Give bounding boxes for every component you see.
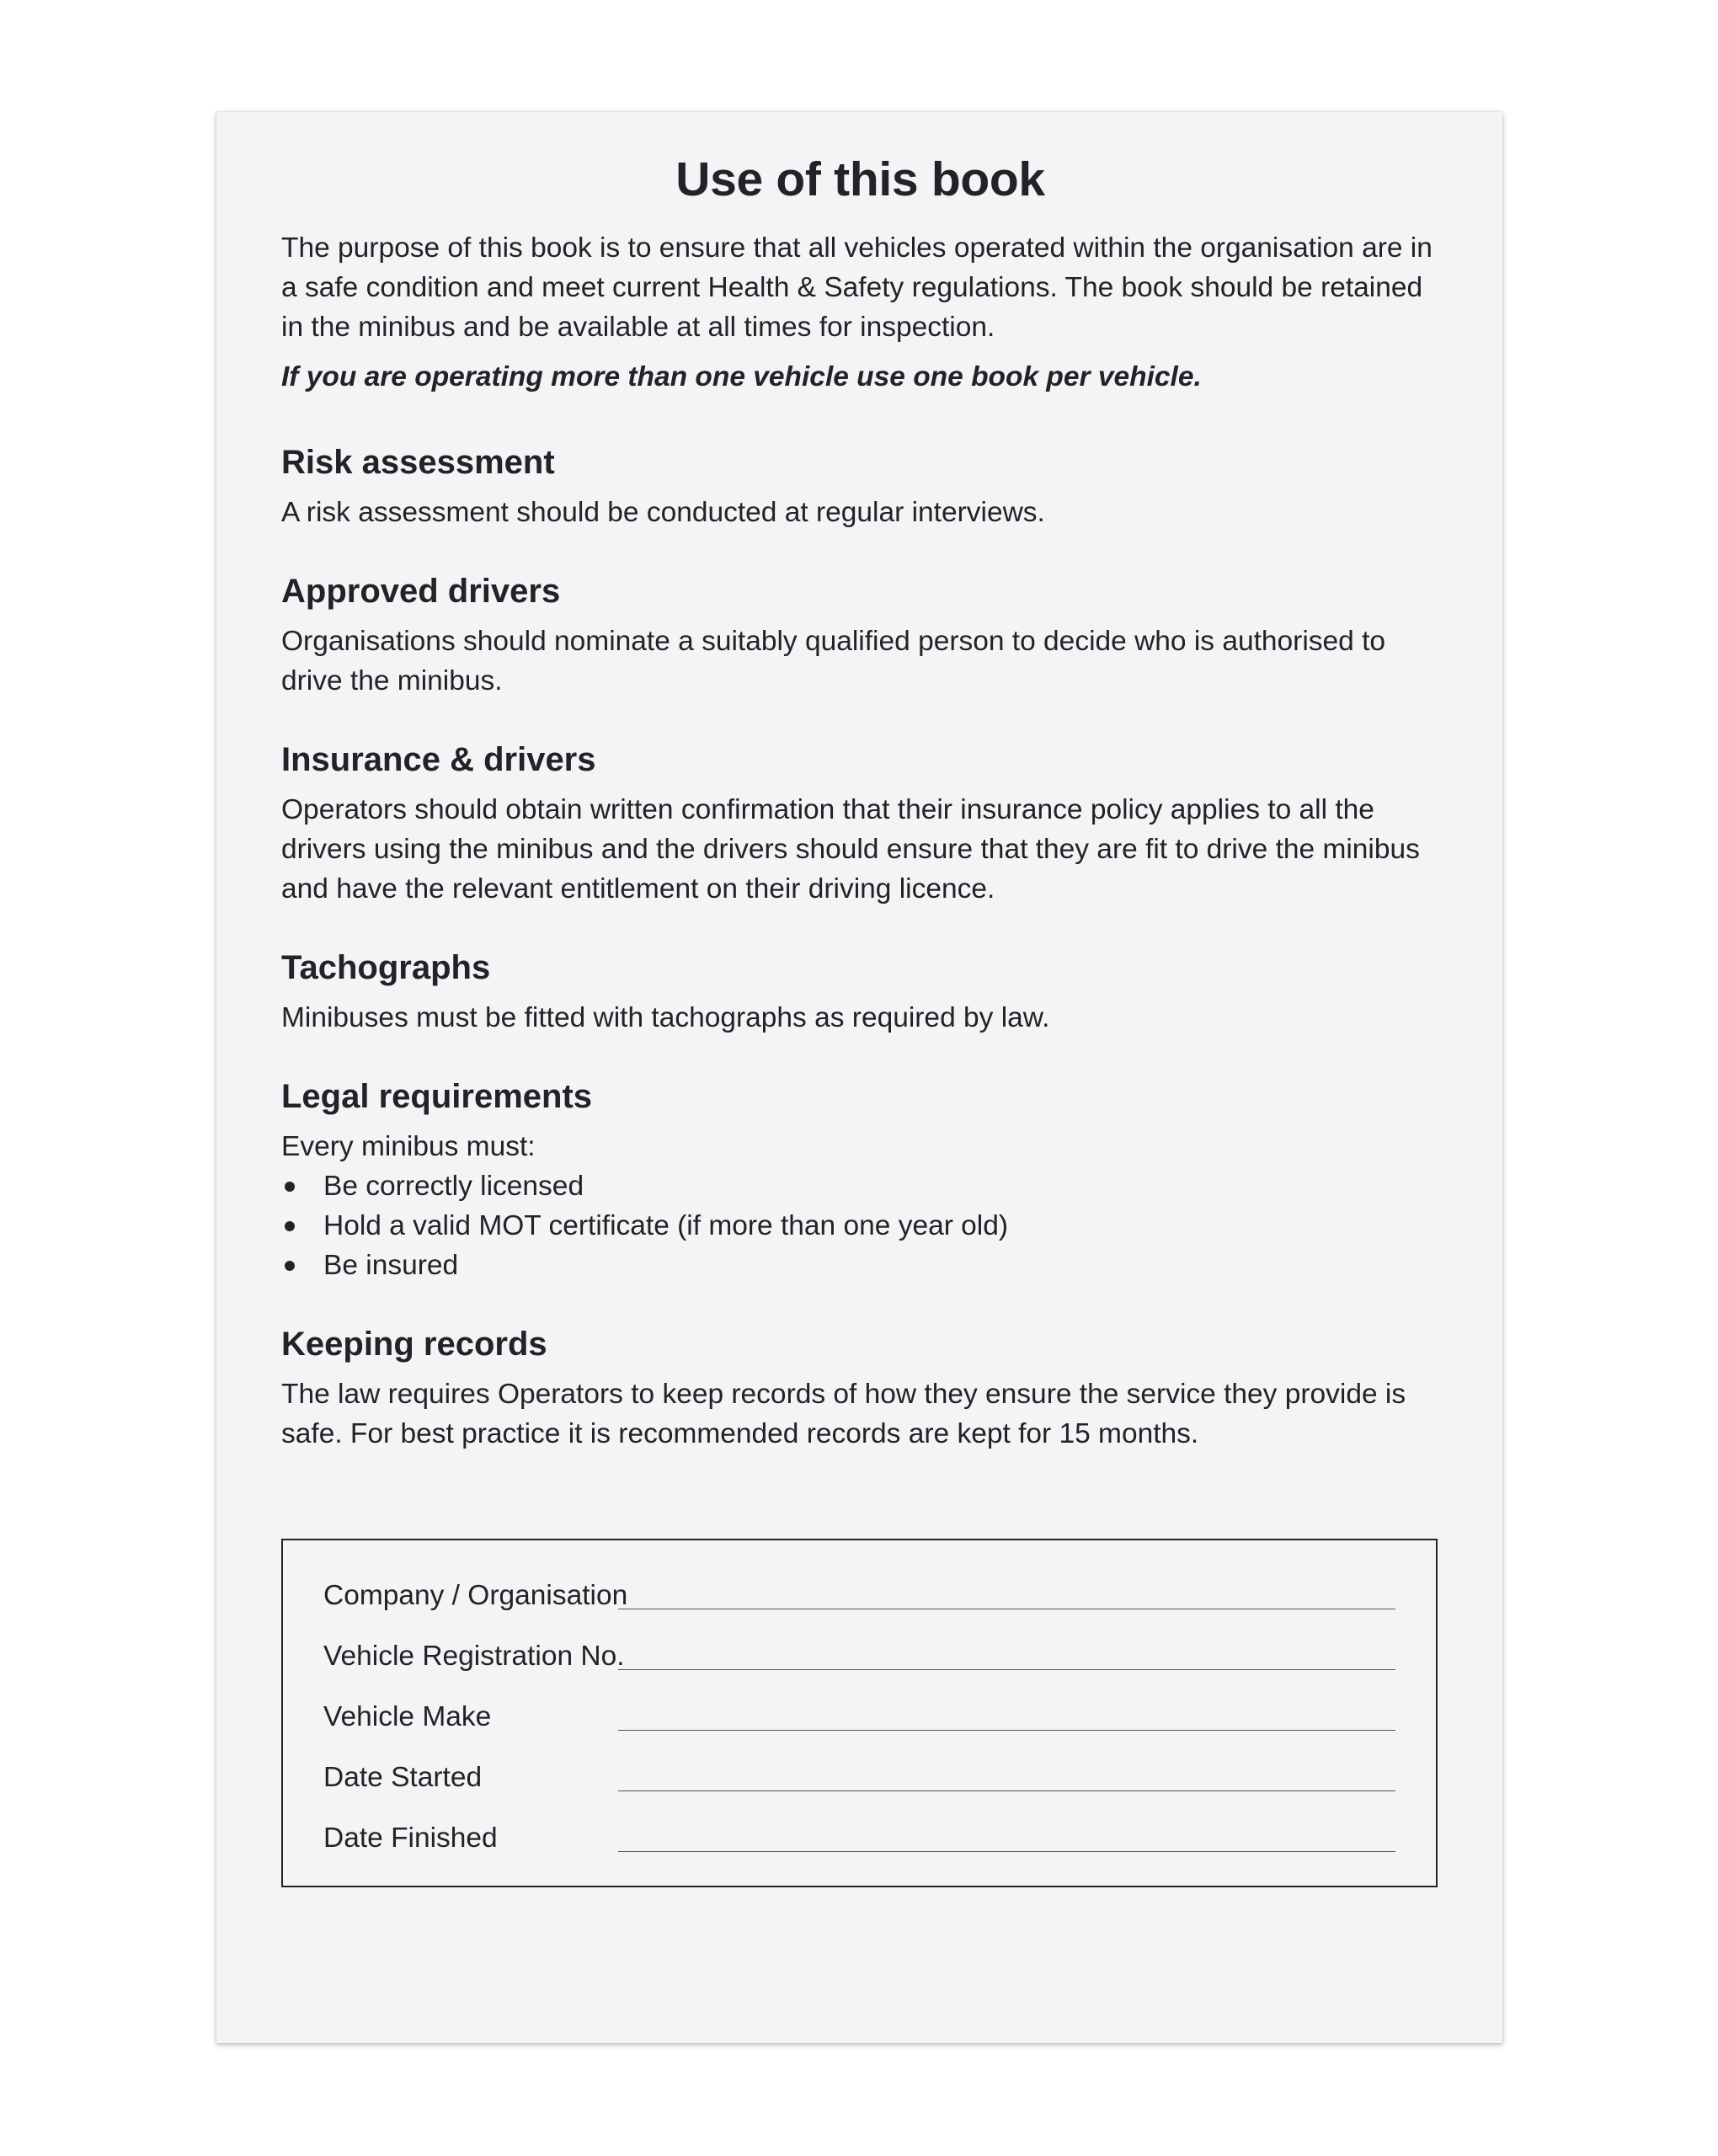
section-body: Every minibus must:	[281, 1131, 536, 1163]
form-row-date-finished	[323, 1808, 1395, 1859]
section-heading: Approved drivers	[281, 573, 561, 611]
section-tachographs	[281, 944, 1439, 1038]
section-body: Operators should obtain written confirmation that their insurance policy applies to all the drivers using the minibus and the drivers should ensure that they are fit to drive the minibus and have the relevant entitlement on their driving licence.	[281, 794, 1420, 905]
form-label: Company / Organisation	[323, 1580, 628, 1611]
section-heading: Keeping records	[281, 1326, 547, 1364]
section-body: Organisations should nominate a suitably qualified person to decide who is authorised to drive the minibus.	[281, 626, 1386, 697]
section-body: Minibuses must be fitted with tachographs as required by law.	[281, 1002, 1050, 1034]
date-started-field[interactable]	[618, 1790, 1395, 1791]
form-label: Date Started	[323, 1762, 483, 1793]
section-heading: Tachographs	[281, 949, 491, 987]
bullet-icon	[285, 1182, 295, 1192]
section-legal-requirements	[281, 1073, 1439, 1285]
page-title: Use of this book	[675, 152, 1045, 206]
form-label: Date Finished	[323, 1822, 498, 1854]
form-row-make	[323, 1687, 1395, 1737]
document-page	[216, 112, 1502, 2043]
list-item-text: Be correctly licensed	[323, 1171, 584, 1203]
registration-field[interactable]	[618, 1669, 1395, 1670]
list-item-text: Hold a valid MOT certificate (if more than one year old)	[323, 1210, 1009, 1242]
vehicle-details-form	[281, 1539, 1438, 1887]
form-label: Vehicle Make	[323, 1701, 492, 1732]
section-approved-drivers	[281, 568, 1439, 701]
section-insurance-drivers	[281, 736, 1439, 909]
date-finished-field[interactable]	[618, 1851, 1395, 1852]
form-row-company	[323, 1566, 1395, 1616]
list-item	[281, 1246, 1439, 1285]
bullet-icon	[285, 1261, 295, 1271]
requirements-list	[281, 1166, 1439, 1285]
section-body: The law requires Operators to keep records of how they ensure the service they provide is safe. For best practice it is recommended records are kept for 15 months.	[281, 1379, 1406, 1450]
section-body: A risk assessment should be conducted at regular interviews.	[281, 497, 1045, 529]
intro-paragraph: The purpose of this book is to ensure that all vehicles operated within the organisation are in a safe condition and meet current Health & Safety regulations. The book should be retained in the minibus and be available at all times for inspection.	[281, 232, 1433, 344]
intro-emphasis: If you are operating more than one vehicle use one book per vehicle.	[281, 361, 1202, 393]
section-keeping-records	[281, 1321, 1439, 1454]
list-item-text: Be insured	[323, 1250, 459, 1282]
section-heading: Insurance & drivers	[281, 741, 596, 779]
section-heading: Legal requirements	[281, 1078, 593, 1116]
list-item	[281, 1206, 1439, 1246]
form-row-registration	[323, 1626, 1395, 1677]
page-content	[281, 150, 1439, 1454]
vehicle-make-field[interactable]	[618, 1730, 1395, 1731]
list-item	[281, 1166, 1439, 1206]
bullet-icon	[285, 1221, 295, 1231]
form-label: Vehicle Registration No.	[323, 1641, 625, 1672]
section-heading: Risk assessment	[281, 444, 555, 482]
form-row-date-started	[323, 1748, 1395, 1798]
section-risk-assessment	[281, 439, 1439, 532]
